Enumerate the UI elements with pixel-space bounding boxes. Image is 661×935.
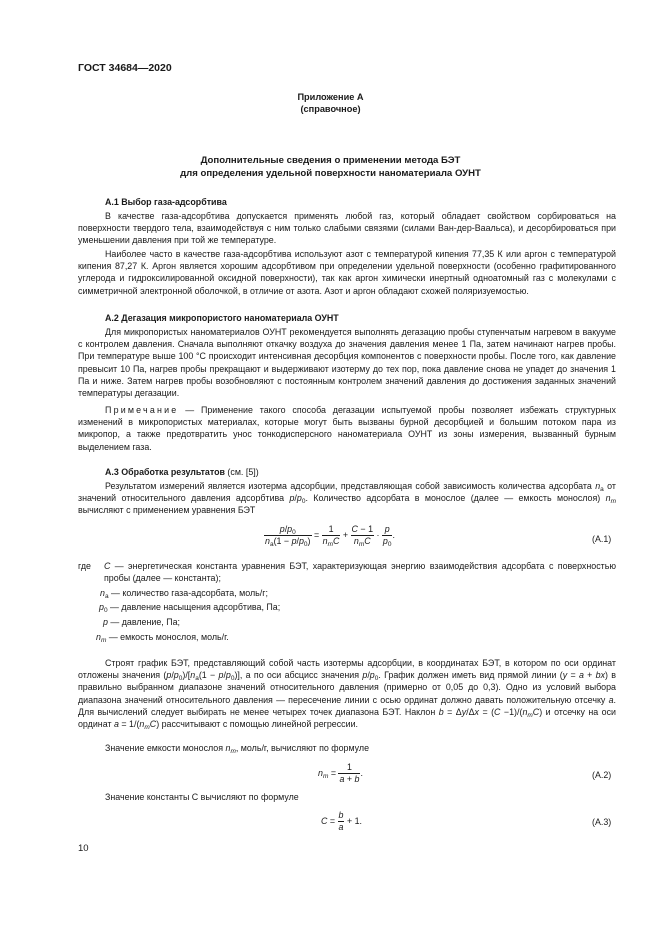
c-formula-intro: Значение константы C вычисляют по формуле (105, 792, 299, 802)
legend-p: p — давление, Па; (103, 617, 180, 627)
equation-nm: $n_m$ = $\frac{1}{a + b}$ . (318, 762, 363, 784)
annex-type: (справочное) (300, 104, 361, 114)
annex-label: Приложение А (297, 92, 364, 102)
section-a2-note (78, 404, 616, 453)
equation-bet: $\frac{p/p_0}{n_a(1 - p/p_0)}$ = $\frac{1}{n_mC}$ + $\frac{C - 1}{n_mC}$ · $\frac{p}{p_0}$ . (265, 524, 395, 548)
annex-title-line-2: для определения удельной поверхности наноматериала ОУНТ (180, 168, 481, 179)
section-a1-paragraph-2: Наиболее часто в качестве газа-адсорбтива используют азот с температурой кипения 77,35 К или аргон с температурой кипения 87,27 К. Аргон является хорошим адсорбтивом при определении удельной поверхности (особенно графитированного углерода и гидроксилированной оксидной поверхности), так как аргон химически инертный одноатомный газ с молекулами с симметричной электронной оболочкой, в отличие от азота. Азот и аргон обладают схожей поляризуемостью. (78, 249, 616, 296)
nm-formula-intro: Значение емкости монослоя $n_m$, моль/г, вычисляют по формуле (105, 743, 370, 755)
annex-title-line-1: Дополнительные сведения о применении метода БЭТ (200, 155, 461, 166)
equation-c: C = $\frac{b}{a}$ + 1. (321, 810, 363, 832)
legend-where: где (78, 561, 91, 571)
section-a1-paragraph-1: В качестве газа-адсорбтива допускается применять любой газ, который обладает свойством сорбироваться на поверхности твердого тела, взаимодействуя с ним только слабыми связями (силами Ван-дер-Ваальса), и десорбироваться при уменьшении давления при той же температуре. (78, 211, 616, 246)
legend-c: C — энергетическая константа уравнения БЭТ, характеризующая энергию взаимодействия адсорбата с поверхностью пробы (далее — константа); (104, 561, 616, 584)
eq1-left-fraction: $\frac{p/p_0}{n_a(1 - p/p_0)}$ (265, 524, 311, 548)
note-text: — Применение такого способа дегазации испытуемой пробы позволяет избежать структурных изменений в микропористых материалах, которые могут быть вызваны бурной десорбцией и большим потоком пара из микропор, а также предотвратить унос тонкодисперсного наноматериала ОУНТ из зоны измерения, вызванный бурным выделением газа. (78, 405, 616, 452)
eq1-fraction-3: $\frac{C - 1}{n_mC}$ (351, 524, 374, 548)
section-a3-heading-ref: (см. [5]) (224, 467, 259, 477)
section-a2-paragraph-1: Для микропористых наноматериалов ОУНТ рекомендуется выполнять дегазацию пробы ступенчатым нагревом в вакууме с контролем давления. Сначала выполняют откачку воздуха до значения давления менее 1 Па, затем начинают нагрев пробы. При температуре выше 100 °С происходит интенсивная десорбция компонентов с поверхности пробы. После того, как давление превысит 10 Па, нагрев пробы прекращают и выдерживают изотерму до тех пор, пока давление снова не упадет до значения 1 Па и ниже. Затем нагрев пробы возобновляют с постоянным контролем значений давления до достижения заданных значений температуры дегазации. (78, 327, 616, 399)
section-a3-heading (105, 467, 259, 477)
document-code: ГОСТ 34684—2020 (78, 62, 172, 74)
eq1-fraction-2: $\frac{1}{n_mC}$ (322, 524, 340, 548)
page-number: 10 (78, 843, 89, 854)
legend-na: $n_a$ — количество газа-адсорбата, моль/г; (100, 588, 268, 600)
section-a3-intro: Результатом измерений является изотерма адсорбции, представляющая собой зависимость количества адсорбата $n_a$ от значений относительного давления адсорбтива $p/p_0$. Количество адсорбата в монослое (далее — емкость монослоя) $n_m$ вычисляют с применением уравнения БЭТ (78, 481, 617, 516)
eq1-fraction-4: $\frac{p}{p_0}$ (382, 524, 392, 548)
section-a3-heading-text: А.3 Обработка результатов (105, 467, 225, 477)
section-a3-graph-paragraph: Строят график БЭТ, представляющий собой часть изотермы адсорбции, в координатах БЭТ, в котором по оси ординат отложены значения $(p/p_0)/[n_a(1 - p/p_0)]$, а по оси абсцисс значения $p/p_0$. График должен иметь вид прямой линии (y = a + bx) в правильно выбранном диапазоне значений относительного давления (примерно от 0,05 до 0,3). Одно из условий выбора диапазона значений относительного давления — пересечение линии с осью ординат должно давать положительную отсечку a. Для вычислений следует выбирать не менее четырех точек диапазона БЭТ. Наклон $b = \Delta y/\Delta x = (C -1)/(n_mC)$ и отсечку на оси ординат $a = 1/(n_mC)$ рассчитывают с помощью линейной регрессии. (78, 658, 617, 732)
note-label: Примечание (105, 405, 179, 415)
section-a1-heading: А.1 Выбор газа-адсорбтива (105, 197, 227, 207)
legend-p0: $p_0$ — давление насыщения адсорбтива, Па; (99, 602, 281, 614)
eq3-fraction: $\frac{b}{a}$ (338, 810, 344, 832)
equation-number-a3: (А.3) (592, 817, 612, 827)
eq2-fraction: $\frac{1}{a + b}$ (339, 762, 360, 784)
equation-number-a2: (А.2) (592, 770, 612, 780)
section-a2-heading: А.2 Дегазация микропористого наноматериала ОУНТ (105, 313, 339, 323)
equation-number-a1: (А.1) (592, 534, 612, 544)
legend-nm: $n_m$ — емкость монослоя, моль/г. (96, 632, 229, 644)
